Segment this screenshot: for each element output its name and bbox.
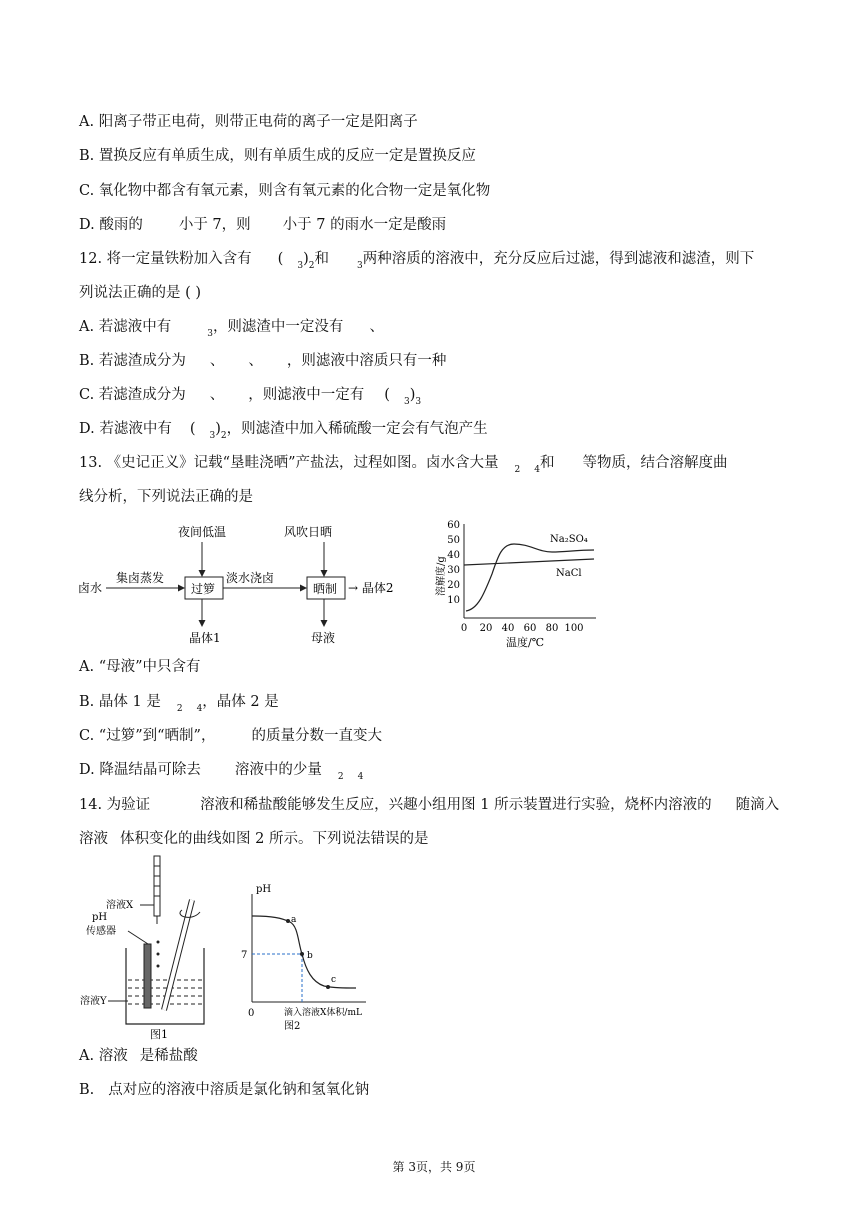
q14-stem-line2: 溶液 体积变化的曲线如图 2 所示。下列说法错误的是 [79,831,429,847]
ph-label: pH [92,912,108,923]
x-tick-20: 20 [479,623,493,634]
y-tick-10: 10 [447,595,460,606]
fig2-zero-label: 0 [248,1008,255,1019]
figure2-caption: 图2 [284,1021,301,1032]
flow-mother-label: 母液 [311,631,336,645]
flow-rinse-label: 淡水浇卤 [226,571,275,585]
fig2-x-axis-label: 滴入溶液X体积/mL [284,1008,362,1018]
y-tick-50: 50 [447,535,460,546]
flow-crystal2-label: → 晶体2 [348,581,394,595]
q14-option-b: B. 点对应的溶液中溶质是氯化钠和氢氧化钠 [79,1082,370,1098]
q13-stem-line1: 13. 《史记正义》记载“垦畦浇晒”产盐法，过程如图。卤水含大量 $_2$ $_4$和 等物质，结合溶解度曲 [79,455,728,475]
q12-stem-line1: 12. 将一定量铁粉加入含有 ( $_3)_2$和 $_3$两种溶质的溶液中，充分反应后过滤，得到滤液和滤渣，则下 [79,251,755,271]
solution-y-label: 溶液Y [80,996,107,1007]
nacl-curve [464,559,594,565]
point-b-label: b [307,951,313,961]
x-tick-0: 0 [460,623,468,634]
na2so4-label: Na₂SO₄ [550,534,588,545]
page-footer: 第 3页，共 9页 [392,1160,476,1174]
solution-x-label: 溶液X [106,900,134,911]
nacl-label: NaCl [556,568,582,579]
figure1-caption: 图1 [150,1028,168,1041]
q14-figure1-apparatus [78,852,218,1042]
ph-probe [144,944,151,1008]
q13-option-a: A. “母液”中只含有 [79,659,201,675]
point-a-label: a [291,915,297,925]
q13-stem-line2: 线分析，下列说法正确的是 [79,489,253,505]
q11-option-c: C. 氧化物中都含有氧元素，则含有氧元素的化合物一定是氧化物 [79,183,491,199]
q12-option-d: D. 若滤液中有 ( $_3)_2$，则滤渣中加入稀硫酸一定会有气泡产生 [79,421,488,441]
flow-brine-label: 卤水 [78,581,103,595]
x-tick-100: 100 [564,623,584,634]
fig2-seven-label: 7 [241,950,248,961]
flow-collect-label: 集卤蒸发 [116,571,165,585]
q12-stem-line2: 列说法正确的是 ( ) [79,285,202,301]
q14-stem-line1: 14. 为验证 溶液和稀盐酸能够发生反应，兴趣小组用图 1 所示装置进行实验，烧杯内溶液的 随滴入 [79,797,780,813]
point-c-label: c [331,975,337,985]
q13-flow-diagram [74,520,404,650]
x-axis-label: 温度/℃ [506,636,545,649]
q11-option-d: D. 酸雨的 小于 7，则 小于 7 的雨水一定是酸雨 [79,217,447,233]
x-tick-60: 60 [523,623,537,634]
q14-option-a: A. 溶液 是稀盐酸 [79,1048,198,1064]
q13-solubility-chart [426,514,606,654]
q13-option-c: C. “过箩”到“晒制”， 的质量分数一直变大 [79,728,382,744]
q14-figure2-ph-curve [238,878,378,1042]
sensor-label: 传感器 [86,926,116,937]
beaker [126,948,204,1024]
q11-option-b: B. 置换反应有单质生成，则有单质生成的反应一定是置换反应 [79,148,476,164]
y-tick-40: 40 [447,550,460,561]
flow-dry-label: 晒制 [313,582,338,596]
flow-crystal1-label: 晶体1 [189,631,221,645]
y-axis-label: 溶解度/g [436,556,447,596]
fig2-ph-label: pH [256,884,272,895]
q12-option-c: C. 若滤渣成分为 、 ，则滤液中一定有 ( $_3)_3$ [79,387,422,407]
x-tick-80: 80 [545,623,559,634]
q12-option-a: A. 若滤液中有 $_3$，则滤渣中一定没有 、 [79,319,384,339]
flow-filter-label: 过箩 [191,582,216,596]
x-tick-40: 40 [501,623,515,634]
y-tick-60: 60 [447,520,460,531]
flow-wind-label: 风吹日晒 [284,525,333,539]
ph-curve [252,916,356,988]
q11-option-a: A. 阳离子带正电荷，则带正电荷的离子一定是阳离子 [79,114,418,130]
q13-option-b: B. 晶体 1 是 $_2$ $_4$，晶体 2 是 [79,694,279,714]
q12-option-b: B. 若滤渣成分为 、 、 ，则滤液中溶质只有一种 [79,353,447,369]
y-tick-30: 30 [447,565,460,576]
y-tick-20: 20 [447,580,460,591]
flow-night-label: 夜间低温 [178,525,227,539]
q13-option-d: D. 降温结晶可除去 溶液中的少量 $_2$ $_4$ [79,762,364,782]
